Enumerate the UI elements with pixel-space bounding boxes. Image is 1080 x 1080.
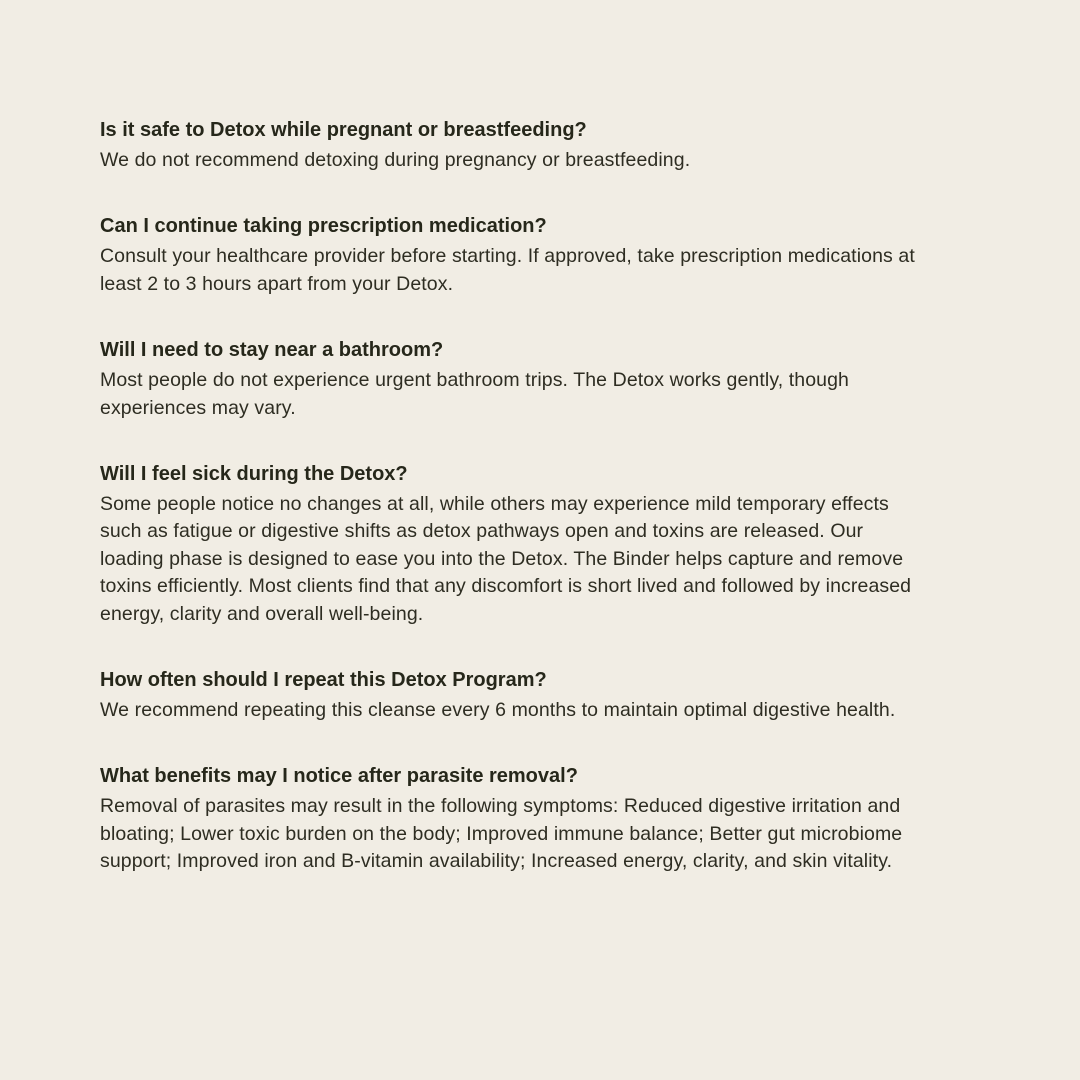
faq-question: What benefits may I notice after parasite removal? (100, 765, 578, 788)
faq-answer: Removal of parasites may result in the following symptoms: Reduced digestive irritation and bloating; Lower toxic burden on the body; Improved immune balance; Better gut microbiome support; Improved iron and B-vitamin availability; Increased energy, clarity, and skin vitality. (100, 795, 903, 873)
faq-answer: Most people do not experience urgent bathroom trips. The Detox works gently, though experiences may vary. (100, 369, 850, 419)
faq-question: How often should I repeat this Detox Program? (100, 669, 547, 692)
faq-item-benefits (100, 762, 930, 875)
faq-list (100, 116, 930, 914)
faq-question: Will I need to stay near a bathroom? (100, 339, 444, 362)
faq-item-bathroom (100, 336, 930, 422)
faq-item-medication (100, 212, 930, 298)
faq-item-side-effects (100, 460, 930, 628)
faq-answer: Consult your healthcare provider before starting. If approved, take prescription medications at least 2 to 3 hours apart from your Detox. (100, 245, 915, 295)
faq-answer: Some people notice no changes at all, while others may experience mild temporary effects such as fatigue or digestive shifts as detox pathways open and toxins are released. Our loading phase is designed to ease you into the Detox. The Binder helps capture and remove toxins efficiently. Most clients find that any discomfort is short lived and followed by increased energy, clarity and overall well-being. (100, 493, 912, 625)
faq-item-pregnancy (100, 116, 930, 174)
faq-answer: We do not recommend detoxing during pregnancy or breastfeeding. (100, 149, 691, 171)
faq-item-repeat-frequency (100, 666, 930, 724)
faq-answer: We recommend repeating this cleanse every 6 months to maintain optimal digestive health. (100, 699, 896, 722)
faq-question: Can I continue taking prescription medication? (100, 215, 547, 238)
faq-question: Is it safe to Detox while pregnant or breastfeeding? (100, 119, 587, 141)
faq-question: Will I feel sick during the Detox? (100, 463, 408, 486)
